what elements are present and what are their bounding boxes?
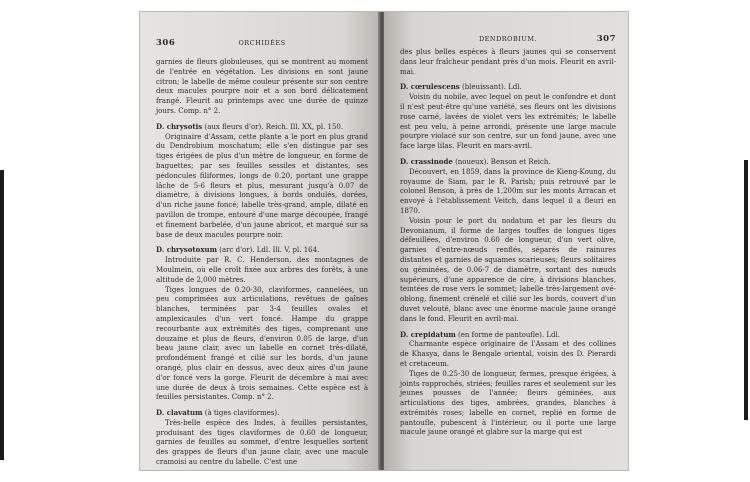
species-authority: (arc d'or). Ldl. Ill. V, pl. 164.: [219, 246, 320, 255]
body-paragraph: garnies de fleurs globuleuses, qui se montrent au moment de l'entrée en végétation. Les divisions en sont jaune citron; le labelle de même couleur présente sur son centre deux macules pourpre noir et a son bord délicatement frangé. Fleurit au printemps avec une durée de quinze jours. Comp. n° 2.: [156, 58, 368, 115]
body-paragraph: Originaire d'Assam, cette plante a le port en plus grand du Dendrobium moschatum; elle s'en distingue par ses tiges érigées de plus d'un mètre de longueur, en forme de baguettes; par ses feuilles sessiles et distantes, ses pédoncules filiformes, longs de 0.20, portant une grappe lâche de 5-6 fleurs et plus, mesurant jusqu'à 0.07 de diamètre, à divisions longues, à bords ondulés, dorées, d'un riche jaune foncé; labelle très-grand, ample, dilaté en pavillon de trompe, entouré d'une marge découpée, frangé et finement barbelée, d'un jaune abricot, et marqué sur sa base de deux macules pourpre noir.: [156, 132, 368, 239]
species-heading: [156, 122, 368, 133]
body-paragraph: Voisin pour le port du nodatum et par les fleurs du Devonianum, il forme de larges touffes de longues tiges défeuillées, d'environ 0.60 de longueur, d'un vert olive, garnies d'entre-nœuds renflés, séparés de rainures distantes et garnies de squames scarieuses; fleurs solitaires ou géminées, de 0.06-7 de diamètre, sortant des nœuds supérieurs, d'une apparence de cire, à divisions blanches, teintées de rose vers le sommet; labelle très-largement ové-oblong, finement crénelé et cilié sur les bords, couvert d'un duvet velouté, blanc avec une énorme macule jaune orangé dans le fond. Fleurit en avril-mai.: [400, 216, 616, 323]
species-authority: (noueux). Benson et Reich.: [455, 157, 551, 166]
species-heading: [400, 157, 616, 168]
body-paragraph: Charmante espèce originaire de l'Assam et des collines de Khasya, dans le Bengale oriental, voisin des D. Pierardi et cretaceum.: [400, 340, 616, 368]
left-running-head: [156, 38, 368, 50]
species-authority: (bleuissant). Ldl.: [461, 83, 522, 92]
species-authority: (en forme de pantoufle). Ldl.: [458, 330, 560, 339]
body-paragraph: Découvert, en 1859, dans la province de Kieng-Koung, du royaume de Siam, par le R. Parish; puis retrouvé par le colonel Benson, à près de 1,200m sur les monts Arracan et envoyé à l'établissement Veitch, dans lequel il a fleuri en 1870.: [400, 167, 616, 215]
left-page-number: 306: [156, 38, 176, 48]
body-paragraph: Très-belle espèce des Indes, à feuilles persistantes, produisant des tiges claviformes de 0.60 de longueur, garnies de feuilles au sommet, d'entre lesquelles sortent des grappes de fleurs d'un jaune clair, avec une macule cramoisi au centre du labelle. C'est une: [156, 418, 368, 467]
species-name: D. clavatum: [156, 408, 203, 418]
body-paragraph: Introduite par R. C. Henderson, des montagnes de Moulmein, où elle croît fixée aux arbres des forêts, à une altitude de 2,000 mètres.: [156, 256, 368, 284]
right-page-body: [400, 48, 616, 438]
body-paragraph: Tiges de 0.25-30 de longueur, fermes, presque érigées, à joints rapprochés, striées; feuilles rares et seulement sur les jeunes pousses de l'année; fleurs géminées, aux articulations des tiges, ambrées, grandes, blanches à extrémités roses; labelle en cornet, replié en forme de pantoufle, pubescent à l'intérieur, ou il porte une large macule jaune orangé et glabre sur la marge qui est: [400, 369, 616, 437]
species-name: D. cœrulescens: [400, 82, 460, 92]
left-running-title: ORCHIDÉES: [238, 39, 286, 47]
species-name: D. crepidatum: [400, 329, 456, 339]
species-heading: [156, 245, 368, 256]
right-page: [384, 12, 628, 470]
species-heading: [400, 330, 616, 341]
scan-edge-left: [0, 170, 4, 460]
body-paragraph: Voisin du nobile, avec lequel on peut le confondre et dont il n'est peut-être qu'une variété, ses fleurs ont les divisions rose carné, lavées de violet vers les extrémités; le labelle est peu velu, à peine arrondi, présente une large macule pourpre violacé sur son centre, sur un fond jaune, avec une face large lilas. Fleurit en mars-avril.: [400, 93, 616, 151]
species-authority: (à tiges claviformes).: [204, 409, 280, 418]
scan-edge-right: [744, 160, 748, 420]
right-page-number: 307: [596, 34, 616, 44]
book-spread: [140, 12, 628, 470]
species-name: D. chrysotis: [156, 121, 203, 131]
right-running-head: [400, 34, 616, 46]
left-page-body: [156, 58, 368, 468]
species-heading: [156, 408, 368, 419]
body-paragraph: des plus belles espèces à fleurs jaunes qui se conservent dans leur fraîcheur pendant près d'un mois. Fleurit en avril-mai.: [400, 48, 616, 76]
left-page: [140, 12, 380, 470]
species-authority: (aux fleurs d'or). Reich. Ill. XX, pl. 150.: [204, 122, 344, 131]
right-running-title: DENDROBIUM.: [478, 35, 538, 43]
species-heading: [400, 82, 616, 93]
species-name: D. crassinode: [400, 156, 453, 166]
species-name: D. chrysotoxum: [156, 245, 217, 255]
body-paragraph: Tiges longues de 0.20-30, claviformes, cannelées, un peu comprimées aux articulations, revêtues de gaînes blanches, terminées par 3-4 feuilles ovales et amplexicaules d'un vert foncé. Hampe du grappe recourbante aux extrémités des tiges, comprenant une douzaine et plus de fleurs, d'environ 0.05 de large, d'un beau jaune clair, avec un labelle en cornet très-dilaté, profondément frangé et cilié sur les bords, d'un jaune orangé, plus clair en dessus, avec deux aires d'un jaune d'or foncé vers la gorge. Fleurit de décembre à mai avec une durée de deux à trois semaines. Cette espèce est à feuilles persistantes. Comp. n° 2.: [156, 285, 368, 402]
